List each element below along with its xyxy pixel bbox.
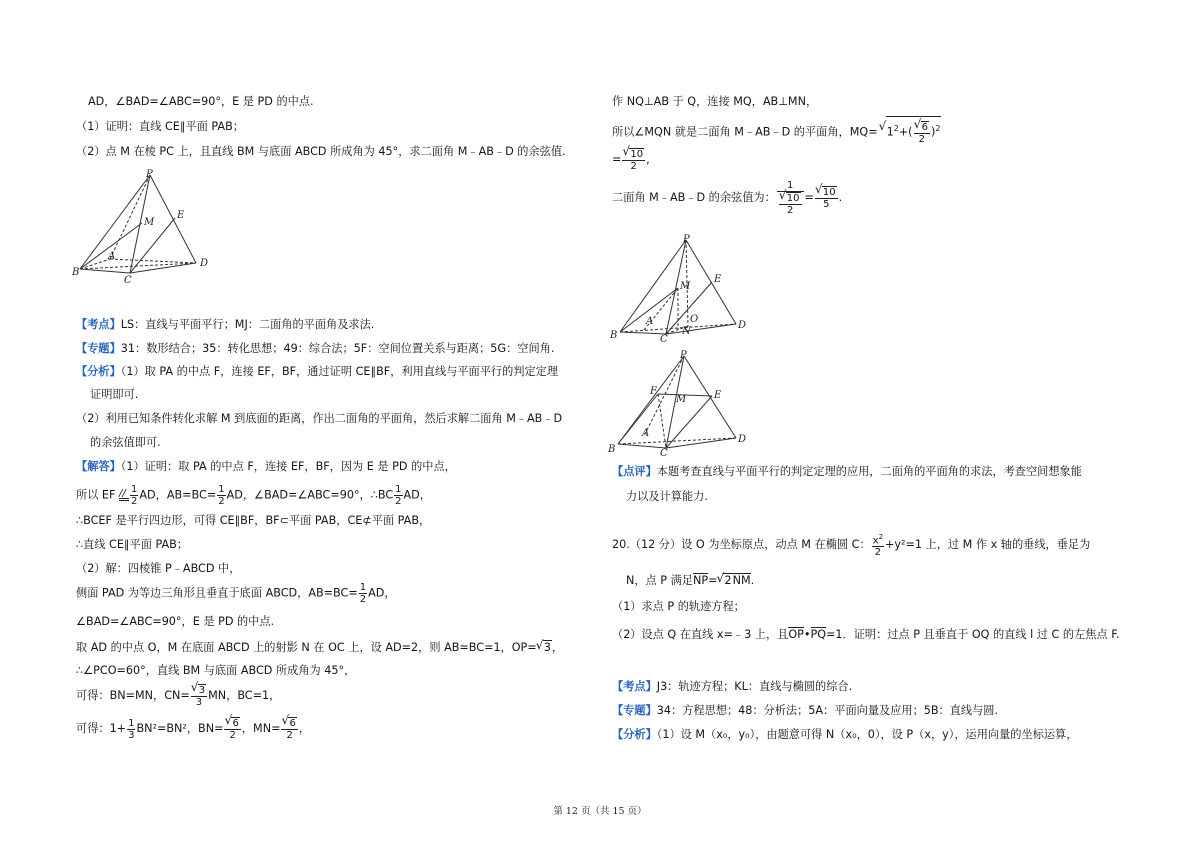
text-span: AD，∠BAD=∠ABC=90°，∴BC (226, 488, 394, 502)
text-line: （2）点 M 在棱 PC 上，且直线 BM 与底面 ABCD 所成角为 45°，求二面角 M﹣AB﹣D 的余弦值. (76, 145, 566, 158)
pingshu-line (612, 465, 1082, 479)
kaodian-line-2 (612, 680, 852, 694)
zhuanti-text: 31：数形结合；35：转化思想；49：综合法；5F：空间位置关系与距离；5G：空间角. (120, 342, 555, 355)
label-O: O (690, 314, 699, 325)
fraction: 1 √ $\frac{10}{2}$ (777, 180, 804, 216)
text-line: （1）求点 P 的轨迹方程； (612, 600, 745, 613)
label-C: C (660, 334, 668, 342)
fraction: $\frac{1}{2}$ (395, 484, 402, 507)
text-span: 可得：BN=MN，CN= (76, 689, 190, 702)
label-B: B (608, 444, 616, 455)
label-N: N (682, 326, 691, 337)
text-line: 作 NQ⊥AB 于 Q，连接 MQ，AB⊥MN， (612, 95, 818, 108)
zhuanti-text: 34：方程思想；48：分析法；5A：平面向量及应用；5B：直线与圆. (656, 704, 999, 717)
kaodian-text: LS：直线与平面平行；MJ：二面角的平面角及求法. (120, 318, 375, 331)
jieda-line (76, 460, 456, 474)
label-M: M (676, 394, 687, 405)
text-span: BN²=BN²，BN= (136, 722, 224, 735)
text-span: 可得：1+ (76, 722, 127, 735)
fenxi-line-2 (612, 728, 1077, 742)
label-E: E (714, 274, 722, 285)
text-line: ∴∠PCO=60°，直线 BM 与底面 ABCD 所成角为 45°， (76, 664, 356, 677)
fraction: $\frac{1}{2}$ (218, 484, 225, 507)
text-span: 侧面 PAD 为等边三角形且垂直于底面 ABCD，AB=BC= (76, 586, 358, 600)
pyramid-figure-1 (66, 165, 226, 285)
zhuanti-tag: 【专题】 (612, 704, 657, 717)
label-A: A (642, 428, 650, 439)
label-P: P (146, 169, 153, 180)
fraction: √ $\frac{6}{2}$ (224, 717, 240, 741)
text-span: 所以∠MQN 就是二面角 M﹣AB﹣D 的平面角，MQ= (612, 125, 878, 139)
math-line: = √ $\frac{10}{2}$ , (612, 148, 650, 172)
sqrt: √ $1^2+$( √ $\frac{6}{2}$ )$^2$ (886, 116, 942, 145)
fraction: $\frac{1}{2}$ (359, 582, 367, 605)
text-span: ，MN= (241, 722, 281, 735)
text-span: N，点 P 满足 (626, 574, 693, 587)
kaodian-tag: 【考点】 (612, 680, 657, 693)
text-span: AD，AB=BC= (139, 488, 217, 502)
math-line (76, 684, 280, 708)
vector: NP (692, 574, 709, 587)
text-span: ， (298, 722, 311, 735)
vector: OP (788, 628, 804, 641)
fenxi-line (76, 365, 558, 379)
math-line: （2）设点 Q 在直线 x=﹣3 上，且OP•PQ=1．证明：过点 P 且垂直于 OQ 的直线 l 过 C 的左焦点 F. (612, 628, 1120, 641)
pingshu-text: 本题考查直线与平面平行的判定定理的应用，二面角的平面角的求法，考查空间想象能 (656, 465, 1082, 478)
text-span: MN，BC=1， (208, 689, 281, 702)
sqrt: √ 2 (723, 573, 732, 588)
label-M: M (680, 281, 691, 292)
jieda-tag: 【解答】 (76, 460, 121, 473)
fraction: $\frac{1}{2}$ (131, 484, 138, 507)
text-line: （2）利用已知条件转化求解 M 到底面的距离，作出二面角的平面角，然后求解二面角 M﹣AB﹣D (76, 412, 563, 425)
math-line (76, 717, 310, 741)
label-P: P (680, 350, 687, 361)
math-line (612, 116, 941, 145)
fenxi-tag: 【分析】 (612, 728, 657, 741)
label-B: B (72, 267, 80, 278)
fraction: √ $\frac{10}{2}$ (622, 148, 645, 172)
text-line: ∴BCEF 是平行四边形，可得 CE∥BF，BF⊂平面 PAB，CE⊄平面 PAB， (76, 514, 431, 527)
fenxi-text: （1）取 PA 的中点 F，连接 EF，BF，通过证明 CE∥BF，利用直线与平面平行的判定定理 (120, 365, 559, 378)
text-span: 二面角 M﹣AB﹣D 的余弦值为： (612, 191, 776, 204)
label-P: P (683, 234, 690, 245)
question-20 (612, 532, 1090, 558)
pingshu-tag: 【点评】 (612, 465, 657, 478)
text-line: ∠BAD=∠ABC=90°，E 是 PD 的中点. (76, 615, 275, 628)
text-line: （2）解：四棱锥 P﹣ABCD 中， (76, 562, 241, 575)
text-span: 20.（12 分）设 O 为坐标原点，动点 M 在椭圆 C： (612, 538, 871, 552)
fenxi-tag: 【分析】 (76, 365, 121, 378)
pyramid-figure-2 (604, 232, 764, 342)
zhuanti-line (76, 342, 554, 356)
fraction: $\frac{1}{3}$ (128, 717, 135, 741)
text-span: . (838, 191, 843, 204)
label-A: A (646, 316, 654, 327)
fraction: √ $\frac{3}{3}$ (191, 684, 207, 708)
fenxi-text: （1）设 M（x₀，y₀），由题意可得 N（x₀，0），设 P（x，y），运用向量的坐标运算， (656, 728, 1078, 741)
fraction: √ $\frac{10}{5}$ (815, 186, 838, 210)
text-span: 取 AD 的中点 O，M 在底面 ABCD 上的射影 N 在 OC 上，设 AD=2，则 AB=BC=1，OP= (76, 641, 537, 654)
fraction: √ $\frac{6}{2}$ (281, 717, 297, 741)
text-span: =1．证明：过点 P 且垂直于 OQ 的直线 l 过 C 的左焦点 F. (826, 628, 1120, 641)
text-span: AD， (403, 488, 431, 502)
text-line: 的余弦值即可. (90, 436, 161, 449)
fraction: $\frac{x^2}{2}$ (872, 533, 884, 559)
label-E: E (177, 210, 185, 221)
math-line: 所以 EF // $\frac{1}{2}$ AD，AB=BC= $\frac{1}{2}$ AD，∠BAD=∠ABC=90°，∴BC $\frac{1}{2}$ AD， (76, 484, 431, 507)
text-span: +y²=1 上，过 M 作 x 轴的垂线，垂足为 (885, 538, 1091, 552)
pyramid-figure-3 (604, 348, 764, 458)
zhuanti-line-2 (612, 704, 998, 718)
text-span: （2）设点 Q 在直线 x=﹣3 上，且 (612, 628, 789, 641)
text-span: AD， (368, 586, 396, 600)
text-line: 证明即可. (90, 388, 139, 401)
kaodian-tag: 【考点】 (76, 318, 121, 331)
text-line: ∴直线 CE∥平面 PAB； (76, 538, 189, 551)
text-line: 力以及计算能力. (626, 490, 708, 503)
label-M: M (144, 217, 155, 228)
text-span: 所以 EF (76, 488, 116, 502)
label-D: D (738, 320, 747, 331)
sqrt: √ 3 (543, 640, 552, 655)
text-span: ， (551, 641, 564, 654)
label-E: E (714, 390, 722, 401)
label-D: D (200, 258, 209, 269)
kaodian-text: J3：轨迹方程；KL：直线与椭圆的综合. (656, 680, 853, 693)
text-line: AD，∠BAD=∠ABC=90°，E 是 PD 的中点. (88, 95, 314, 108)
label-D: D (738, 434, 747, 445)
zhuanti-tag: 【专题】 (76, 342, 121, 355)
kaodian-line (76, 318, 374, 332)
text-span: = (612, 153, 622, 166)
text-line: （1）证明：直线 CE∥平面 PAB； (76, 120, 244, 133)
math-line (76, 582, 396, 605)
math-line (76, 640, 563, 655)
text-span: = (804, 191, 814, 204)
label-C: C (660, 448, 668, 458)
label-F: F (650, 386, 657, 397)
label-C: C (124, 275, 132, 285)
label-B: B (610, 330, 618, 341)
vector: NM (732, 574, 751, 587)
page-footer: 第 12 页（共 15 页） (553, 806, 647, 817)
math-line: N，点 P 满足NP=√ 2NM. (626, 573, 754, 588)
label-A: A (108, 251, 116, 262)
vector: PQ (810, 628, 827, 641)
math-line (612, 180, 842, 216)
jieda-text: （1）证明：取 PA 的中点 F，连接 EF，BF，因为 E 是 PD 的中点， (120, 460, 456, 473)
